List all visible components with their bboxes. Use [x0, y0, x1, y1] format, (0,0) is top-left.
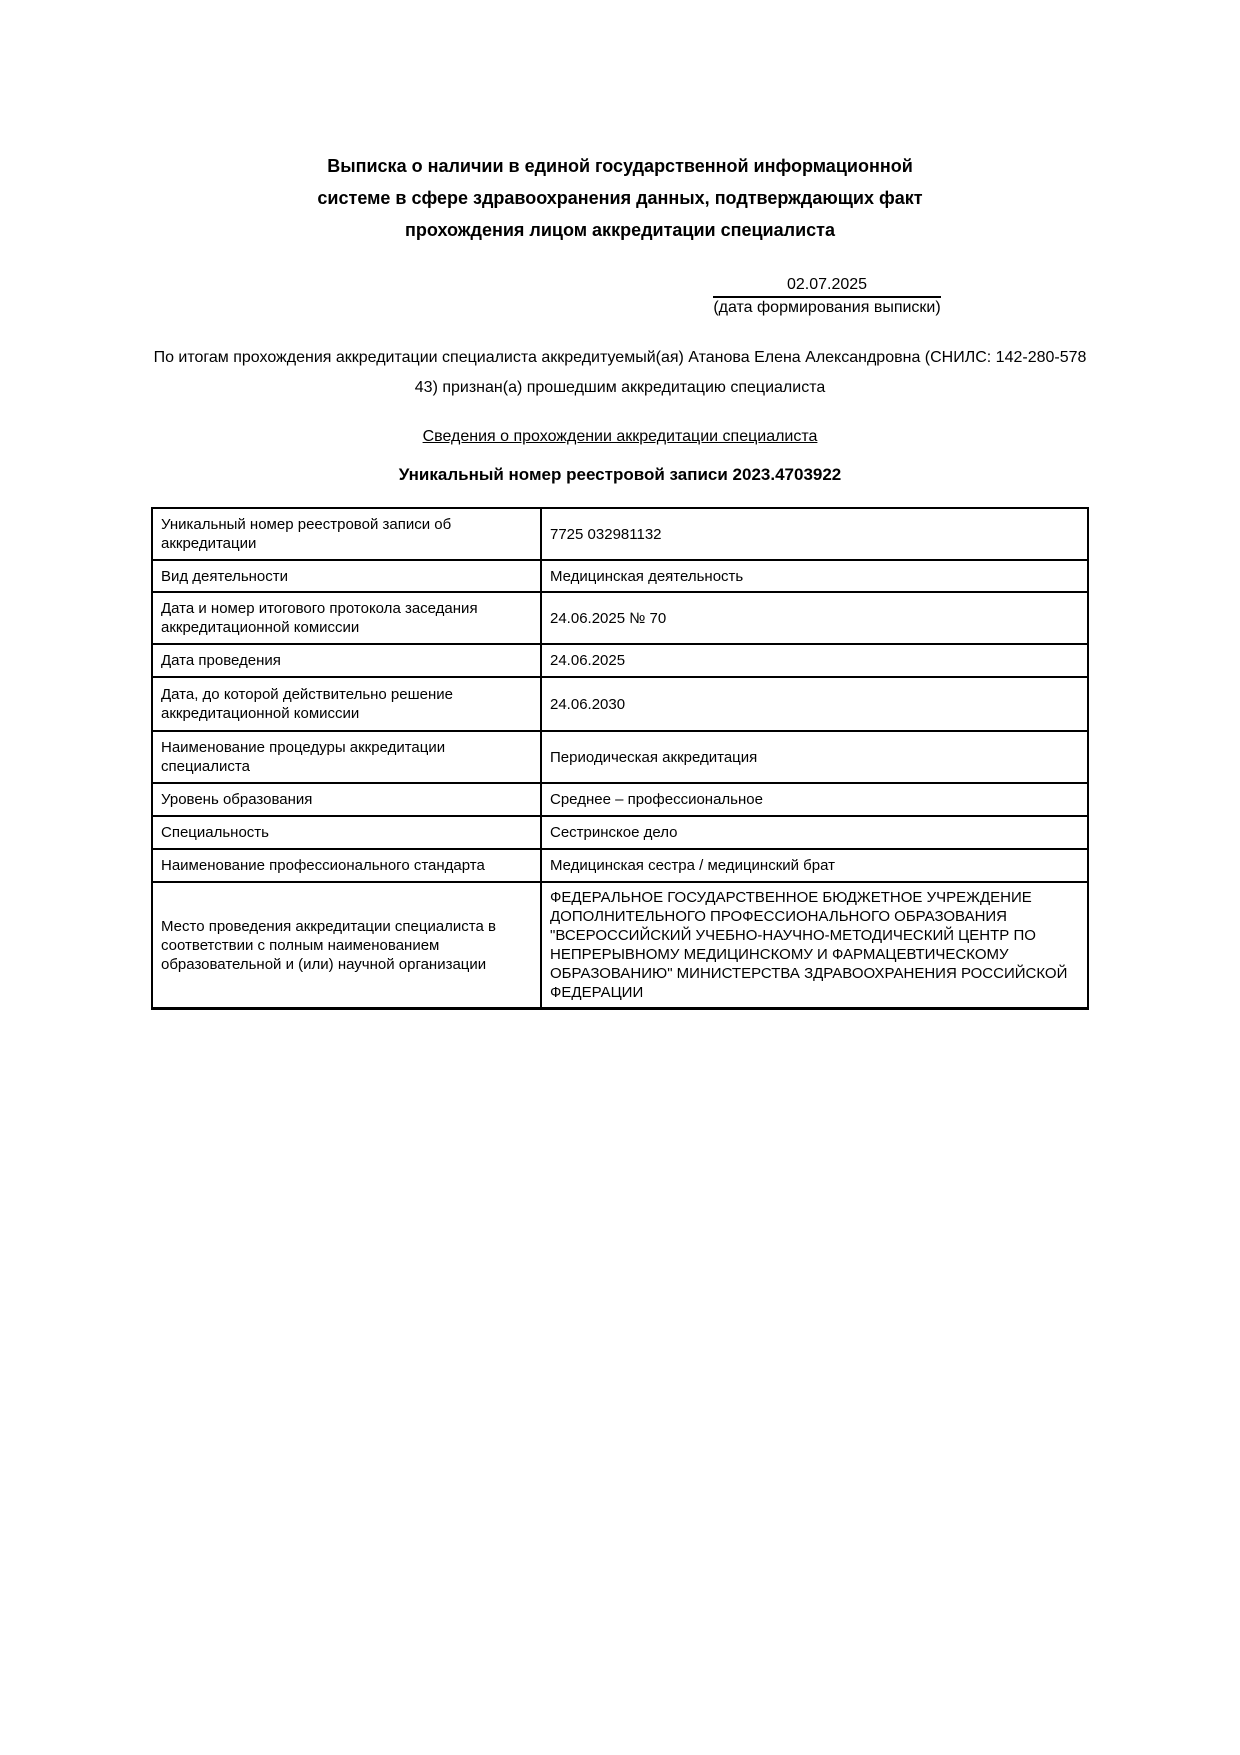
row-label: Дата, до которой действительно решение аккредитационной комиссии [152, 677, 541, 731]
row-label: Наименование профессионального стандарта [152, 849, 541, 882]
row-label: Специальность [152, 816, 541, 849]
document-title [0, 0, 1240, 246]
table-row [152, 882, 1088, 1009]
section-heading: Сведения о прохождении аккредитации специалиста [422, 428, 818, 445]
table-row [152, 731, 1088, 783]
row-label: Уровень образования [152, 783, 541, 816]
row-value: Медицинская деятельность [541, 560, 1088, 592]
table-row [152, 592, 1088, 644]
table-row [152, 560, 1088, 592]
row-value: Среднее – профессиональное [541, 783, 1088, 816]
table-row [152, 816, 1088, 849]
row-label: Наименование процедуры аккредитации специалиста [152, 731, 541, 783]
accreditation-table [151, 507, 1089, 1010]
row-value: Периодическая аккредитация [541, 731, 1088, 783]
intro-paragraph: По итогам прохождения аккредитации специалиста аккредитуемый(ая) Атанова Елена Александровна (СНИЛС: 142-280-578 43) признан(а) прошедшим аккредитацию специалиста [153, 349, 1087, 396]
title-line: Выписка о наличии в единой государственной информационной [327, 156, 913, 176]
issue-date-caption: (дата формирования выписки) [713, 299, 941, 316]
row-value: ФЕДЕРАЛЬНОЕ ГОСУДАРСТВЕННОЕ БЮДЖЕТНОЕ УЧРЕЖДЕНИЕ ДОПОЛНИТЕЛЬНОГО ПРОФЕССИОНАЛЬНОГО ОБРАЗОВАНИЯ "ВСЕРОССИЙСКИЙ УЧЕБНО-НАУЧНО-МЕТОДИЧЕСКИЙ ЦЕНТР ПО НЕПРЕРЫВНОМУ МЕДИЦИНСКОМУ И ФАРМАЦЕВТИЧЕСКОМУ ОБРАЗОВАНИЮ" МИНИСТЕРСТВА ЗДРАВООХРАНЕНИЯ РОССИЙСКОЙ ФЕДЕРАЦИИ [541, 882, 1088, 1009]
row-value: 24.06.2025 № 70 [541, 592, 1088, 644]
issue-date: 02.07.2025 [713, 276, 941, 298]
row-label: Дата проведения [152, 644, 541, 677]
table-row [152, 508, 1088, 560]
row-label: Уникальный номер реестровой записи об аккредитации [152, 508, 541, 560]
registry-number-line: Уникальный номер реестровой записи 2023.4703922 [398, 465, 842, 484]
title-line: прохождения лицом аккредитации специалиста [405, 220, 835, 240]
table-row [152, 849, 1088, 882]
row-value: 24.06.2030 [541, 677, 1088, 731]
row-value: Сестринское дело [541, 816, 1088, 849]
table-row [152, 783, 1088, 816]
title-line: системе в сфере здравоохранения данных, подтверждающих факт [317, 188, 923, 208]
row-label: Дата и номер итогового протокола заседания аккредитационной комиссии [152, 592, 541, 644]
row-value: Медицинская сестра / медицинский брат [541, 849, 1088, 882]
table-row [152, 644, 1088, 677]
row-label: Вид деятельности [152, 560, 541, 592]
table-row [152, 677, 1088, 731]
issue-date-block [713, 276, 941, 317]
row-label: Место проведения аккредитации специалиста в соответствии с полным наименованием образовательной и (или) научной организации [152, 882, 541, 1009]
row-value: 24.06.2025 [541, 644, 1088, 677]
row-value: 7725 032981132 [541, 508, 1088, 560]
